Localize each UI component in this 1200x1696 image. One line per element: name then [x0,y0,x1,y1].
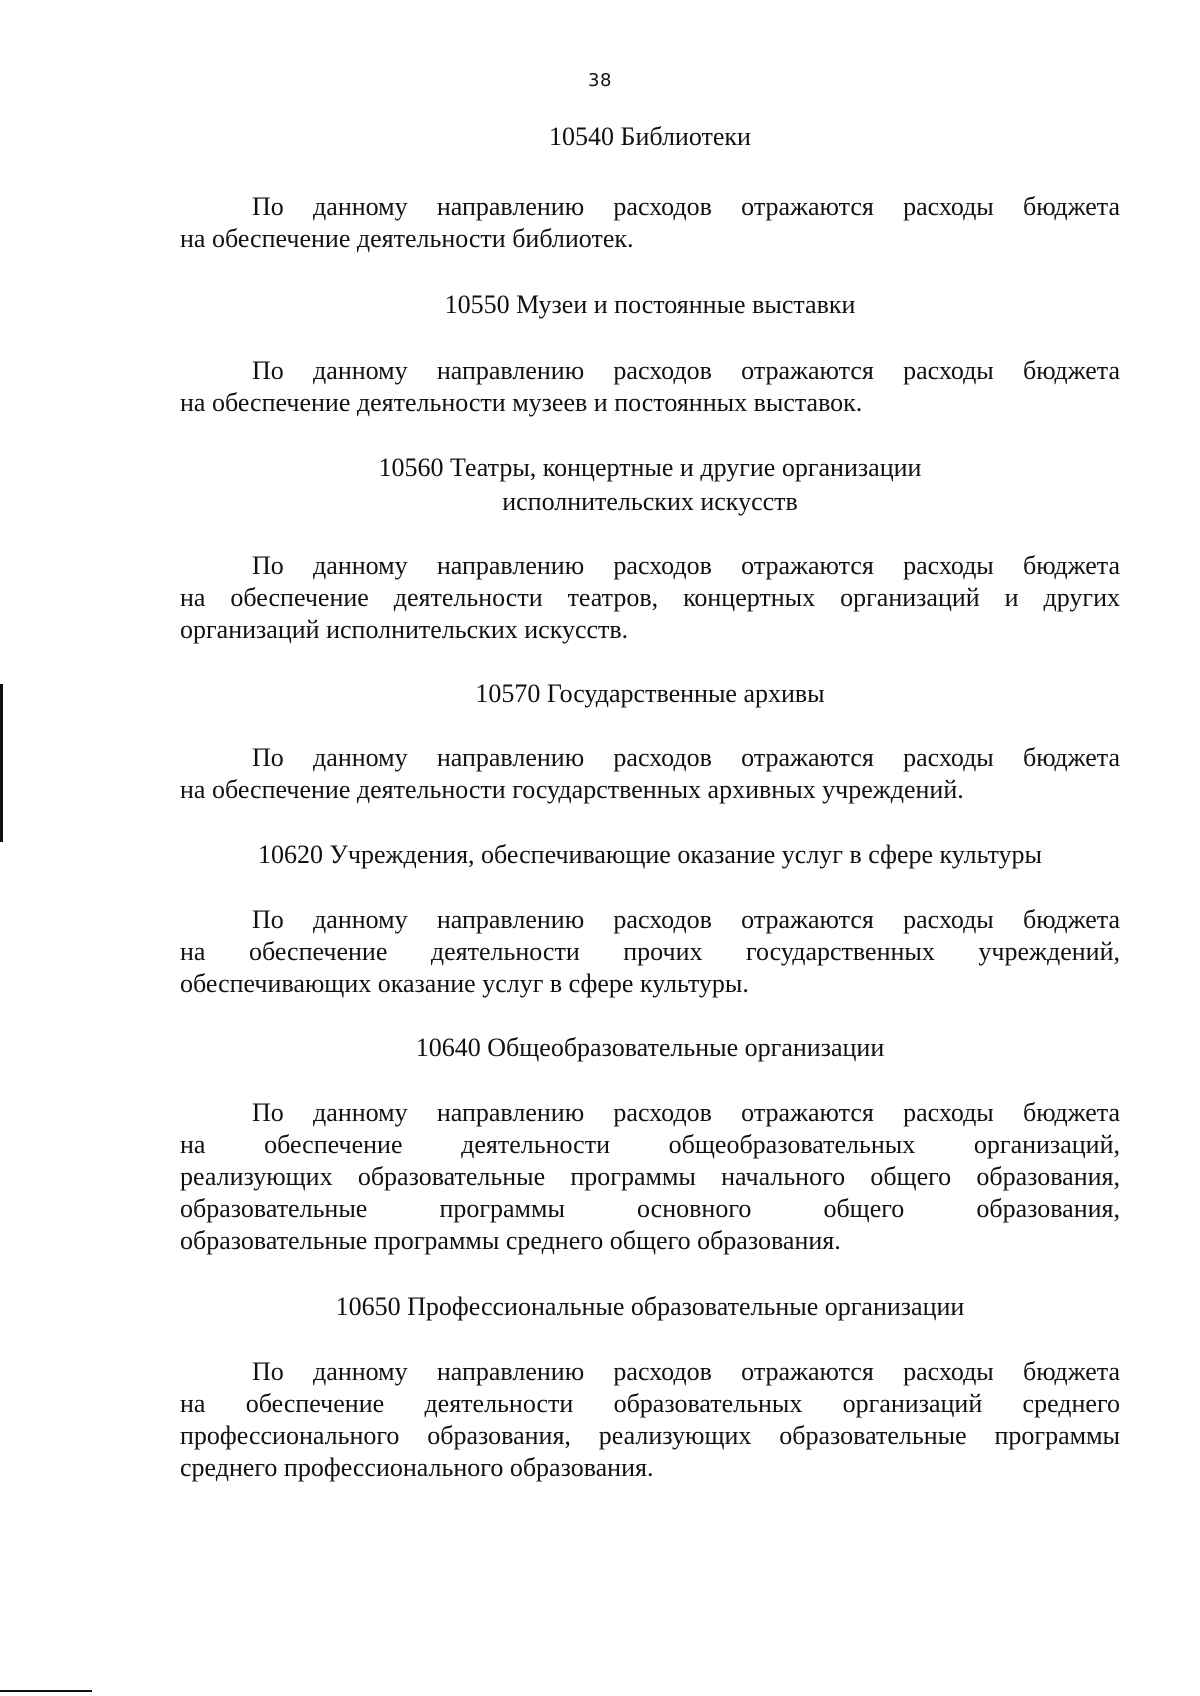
paragraph-line: По данному направлению расходов отражаются расходы бюджета [252,551,1120,580]
heading-line: исполнительских искусств [502,487,798,516]
page-number: 38 [588,70,612,91]
heading-line: 10560 Театры, концертные и другие организации [378,453,922,482]
section-paragraph-10540 [180,191,1120,255]
section-heading-10650 [180,1290,1120,1324]
section-heading-10540 [180,120,1120,154]
section-paragraph-10560 [180,550,1120,646]
paragraph-line: По данному направлению расходов отражаются расходы бюджета [252,356,1120,385]
section-paragraph-10650 [180,1356,1120,1484]
paragraph-line: на обеспечение деятельности библиотек. [180,224,634,253]
section-heading-10620 [180,838,1120,872]
paragraph-line: на обеспечение деятельности театров, концертных организаций и других [180,583,1120,612]
section-paragraph-10570 [180,742,1120,806]
paragraph-line: реализующих образовательные программы начального общего образования, [180,1162,1120,1191]
paragraph-line: профессионального образования, реализующих образовательные программы [180,1421,1120,1450]
paragraph-line: По данному направлению расходов отражаются расходы бюджета [252,192,1120,221]
heading-line: 10550 Музеи и постоянные выставки [444,290,856,319]
heading-line: 10540 Библиотеки [549,122,751,151]
section-heading-10560 [180,451,1120,519]
scan-bottom-mark [0,1690,92,1692]
paragraph-line: на обеспечение деятельности общеобразовательных организаций, [180,1130,1120,1159]
heading-line: 10640 Общеобразовательные организации [415,1033,885,1062]
heading-line: 10570 Государственные архивы [475,679,825,708]
paragraph-line: образовательные программы среднего общего образования. [180,1226,841,1255]
section-heading-10550 [180,288,1120,322]
paragraph-line: организаций исполнительских искусств. [180,615,629,644]
section-heading-10640 [180,1031,1120,1065]
section-heading-10570 [180,677,1120,711]
section-paragraph-10550 [180,355,1120,419]
heading-line: 10620 Учреждения, обеспечивающие оказание услуг в сфере культуры [258,840,1042,869]
paragraph-line: на обеспечение деятельности музеев и постоянных выставок. [180,388,863,417]
paragraph-line: среднего профессионального образования. [180,1453,654,1482]
paragraph-line: на обеспечение деятельности прочих государственных учреждений, [180,937,1120,966]
section-paragraph-10640 [180,1097,1120,1257]
paragraph-line: обеспечивающих оказание услуг в сфере культуры. [180,969,749,998]
paragraph-line: По данному направлению расходов отражаются расходы бюджета [252,1357,1120,1386]
paragraph-line: на обеспечение деятельности образовательных организаций среднего [180,1389,1120,1418]
heading-line: 10650 Профессиональные образовательные организации [335,1292,965,1321]
paragraph-line: По данному направлению расходов отражаются расходы бюджета [252,1098,1120,1127]
scan-edge-mark [0,684,3,842]
section-paragraph-10620 [180,904,1120,1000]
paragraph-line: По данному направлению расходов отражаются расходы бюджета [252,905,1120,934]
paragraph-line: образовательные программы основного общего образования, [180,1194,1120,1223]
paragraph-line: на обеспечение деятельности государственных архивных учреждений. [180,775,964,804]
paragraph-line: По данному направлению расходов отражаются расходы бюджета [252,743,1120,772]
